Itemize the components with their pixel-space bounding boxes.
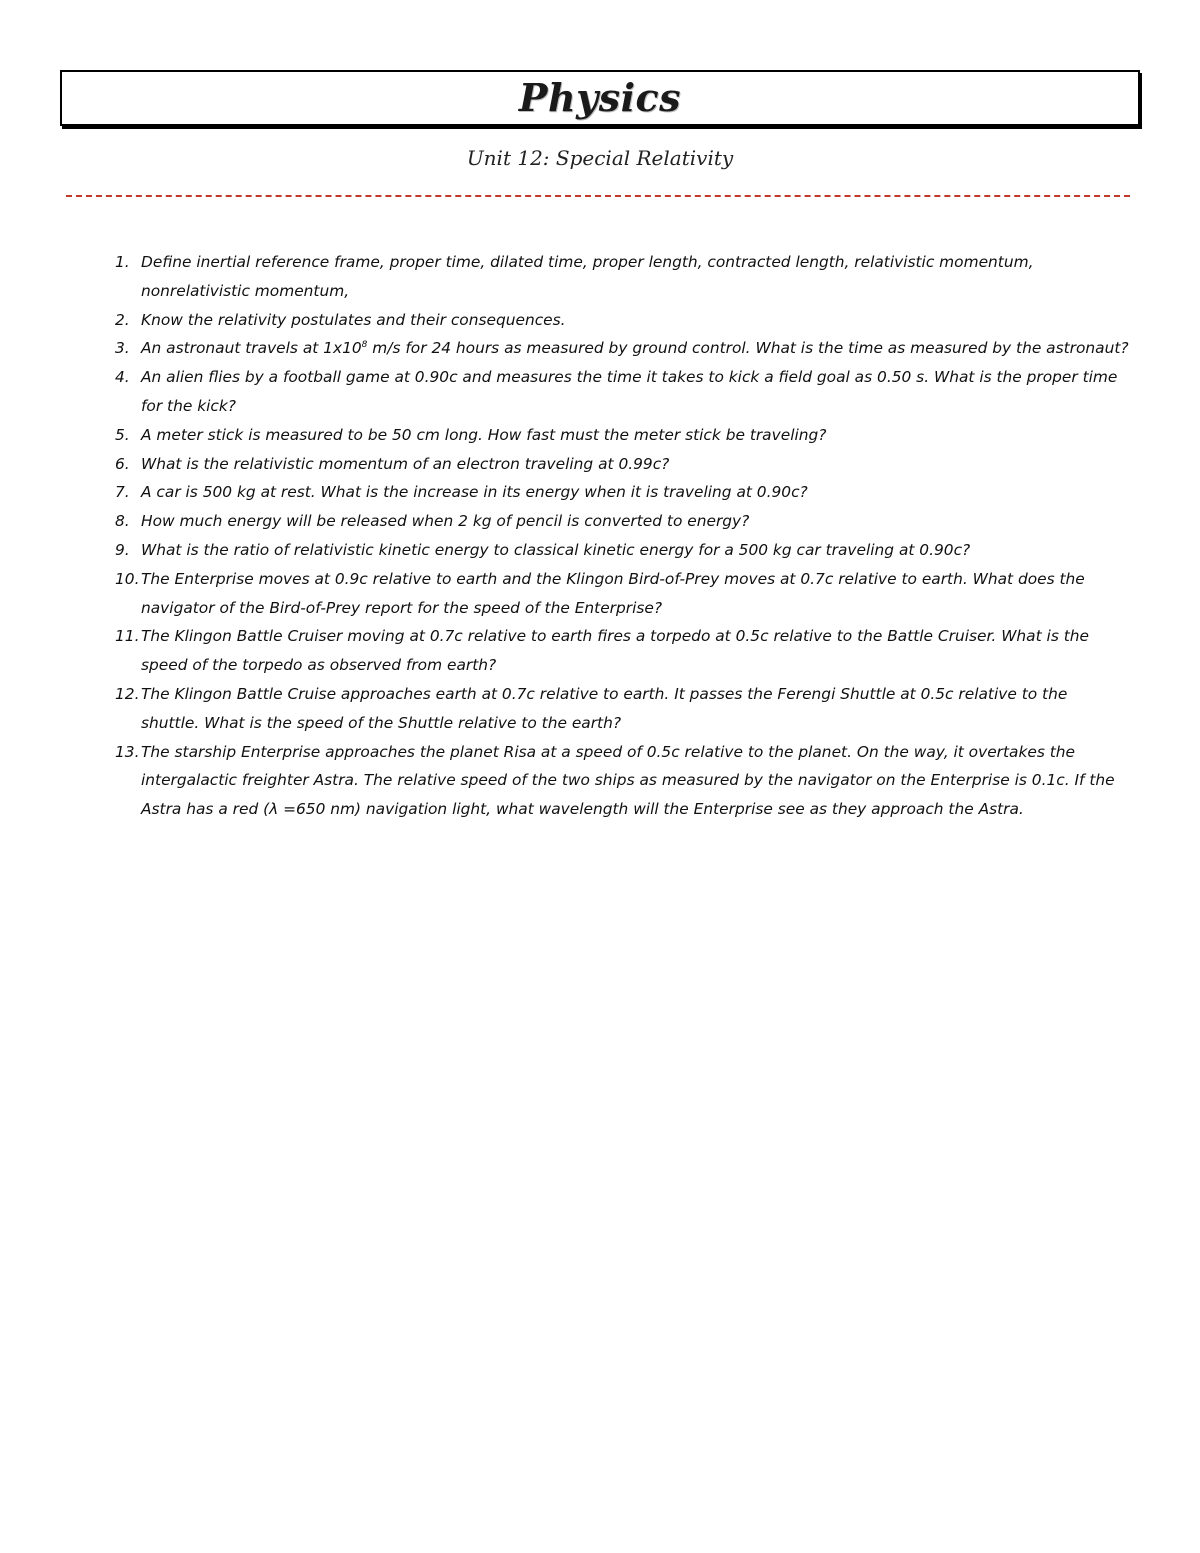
question-number: 7. [115, 483, 130, 502]
question-number: 6. [115, 454, 130, 473]
question-text: Define inertial reference frame, proper time, dilated time, proper length, contracted length, relativistic momentum, nonrelativistic momentum, [141, 253, 1034, 300]
question-item [100, 622, 1130, 680]
question-text: What is the relativistic momentum of an electron traveling at 0.99c? [141, 454, 670, 473]
dashed-divider [66, 195, 1130, 197]
question-item [100, 478, 1130, 507]
question-number: 3. [115, 339, 130, 358]
question-item [100, 334, 1130, 363]
question-item [100, 536, 1130, 565]
question-item [100, 421, 1130, 450]
question-text: Know the relativity postulates and their consequences. [141, 310, 566, 329]
question-number: 5. [115, 425, 130, 444]
unit-subtitle: Unit 12: Special Relativity [466, 146, 734, 170]
question-text: What is the ratio of relativistic kinetic energy to classical kinetic energy for a 500 kg car traveling at 0.90c? [141, 540, 971, 559]
question-number: 4. [115, 368, 130, 387]
question-item [100, 248, 1130, 306]
question-text: The starship Enterprise approaches the planet Risa at a speed of 0.5c relative to the planet. On the way, it overtakes the intergalactic freighter Astra. The relative speed of the two ships as measured by the navigator on the Enterprise is 0.1c. If the Astra has a red (λ =650 nm) navigation light, what wavelength will the Enterprise see as they approach the Astra. [141, 742, 1115, 819]
question-number: 9. [115, 540, 130, 559]
question-item [100, 507, 1130, 536]
question-text: The Klingon Battle Cruise approaches earth at 0.7c relative to earth. It passes the Ferengi Shuttle at 0.5c relative to the shuttle. What is the speed of the Shuttle relative to the earth? [141, 684, 1068, 732]
question-number: 11. [115, 627, 140, 646]
question-text: How much energy will be released when 2 kg of pencil is converted to energy? [141, 512, 750, 531]
question-number: 2. [115, 310, 130, 329]
question-item [100, 738, 1130, 824]
question-text: The Enterprise moves at 0.9c relative to earth and the Klingon Bird-of-Prey moves at 0.7c relative to earth. What does the navigator of the Bird-of-Prey report for the speed of the Enterprise? [141, 569, 1085, 617]
question-text: A meter stick is measured to be 50 cm long. How fast must the meter stick be traveling? [141, 425, 827, 444]
question-item [100, 680, 1130, 738]
question-item [100, 450, 1130, 479]
question-text: A car is 500 kg at rest. What is the increase in its energy when it is traveling at 0.90c? [141, 483, 808, 502]
question-item [100, 565, 1130, 623]
question-number: 8. [115, 512, 130, 531]
page-title: Physics [518, 75, 682, 120]
question-text: The Klingon Battle Cruiser moving at 0.7c relative to earth fires a torpedo at 0.5c relative to the Battle Cruiser. What is the speed of the torpedo as observed from earth? [141, 627, 1089, 675]
question-item [100, 306, 1130, 335]
question-text [141, 334, 1130, 363]
question-text-end: m/s for 24 hours as measured by ground control. What is the time as measured by the astronaut? [367, 339, 1129, 358]
question-item [100, 363, 1130, 421]
question-text-start: An astronaut travels at 1x10 [141, 339, 362, 358]
question-text: An alien flies by a football game at 0.90c and measures the time it takes to kick a field goal as 0.50 s. What is the proper time for the kick? [141, 368, 1118, 415]
question-number: 13. [115, 742, 140, 761]
title-box [60, 70, 1140, 126]
question-number: 12. [115, 684, 140, 703]
question-number: 10. [115, 569, 140, 588]
question-number: 1. [115, 253, 130, 271]
question-list [100, 248, 1130, 824]
exponent: 8 [361, 340, 368, 351]
